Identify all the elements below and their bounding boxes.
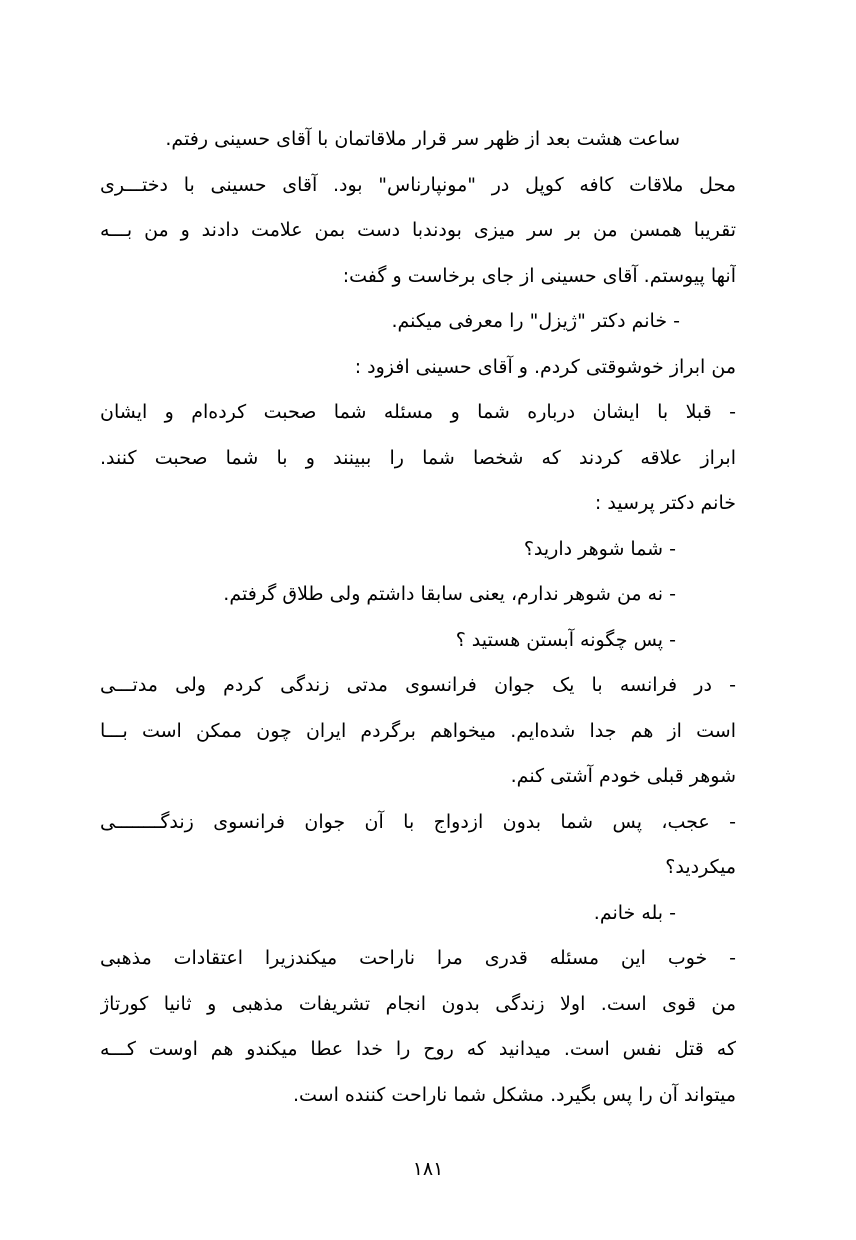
text-line: شوهر قبلی خودم آشتی کنم. (510, 765, 736, 787)
text-line: - خانم دکتر "ژیزل" را معرفی میکنم. (391, 310, 680, 332)
text-line: - عجب، پس شما بدون ازدواج با آن جوان فرانسوی زندگــــــــی (100, 810, 736, 833)
text-line: آنها پیوستم. آقای حسینی از جای برخاست و گفت: (342, 264, 736, 287)
text-line: که قتل نفس است. میدانید که روح را خدا عطا میکندو هم اوست کـــه (100, 1038, 736, 1060)
text-line: - نه من شوهر ندارم، یعنی سابقا داشتم ولی طلاق گرفتم. (223, 583, 676, 605)
text-line: تقریبا همسن من بر سر میزی بودندبا دست بمن علامت دادند و من بـــه (100, 219, 736, 241)
text-line: میتواند آن را پس بگیرد. مشکل شما ناراحت کننده است. (292, 1083, 736, 1106)
text-line: - خوب این مسئله قدری مرا ناراحت میکندزیرا اعتقادات مذهبی (100, 947, 736, 969)
text-line: - قبلا با ایشان درباره شما و مسئله شما صحبت کرده‌ام و ایشان (100, 401, 736, 423)
text-line: من ابراز خوشوقتی کردم. و آقای حسینی افزود : (354, 355, 736, 378)
text-line: ابراز علاقه کردند که شخصا شما را ببینند و با شما صحبت کنند. (100, 446, 736, 469)
text-line: - بله خانم. (593, 901, 676, 924)
text-line: - در فرانسه با یک جوان فرانسوی مدتی زندگی کردم ولی مدتـــی (100, 674, 736, 696)
page-number: ۱۸۱ (412, 1158, 444, 1180)
text-line: است از هم جدا شده‌ایم. میخواهم برگردم ایران چون ممکن است بـــا (100, 719, 736, 742)
text-line: من قوی است. اولا زندگی بدون انجام تشریفات مذهبی و ثانیا کورتاژ (100, 992, 736, 1015)
text-line: - پس چگونه آبستن هستید ؟ (455, 628, 676, 651)
text-line: - شما شوهر دارید؟ (523, 537, 676, 560)
text-line: خانم دکتر پرسید : (594, 492, 736, 514)
text-line: ساعت هشت بعد از ظهر سر قرار ملاقاتمان با آقای حسینی رفتم. (165, 128, 680, 150)
text-line: میکردید؟ (665, 856, 736, 878)
body-text (100, 117, 736, 1118)
text-line: محل ملاقات کافه کوپل در "مونپارناس" بود. آقای حسینی با دختـــری (100, 173, 736, 196)
